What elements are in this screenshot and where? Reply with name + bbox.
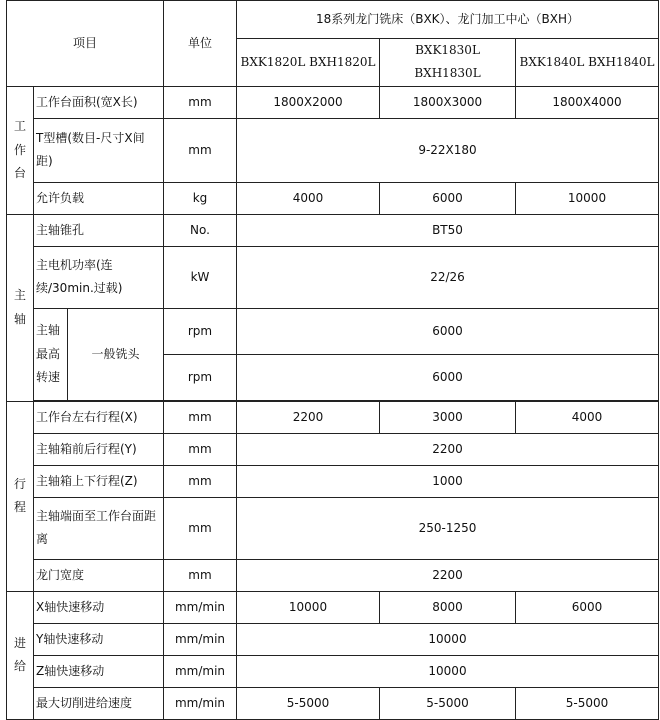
row-value: 5-5000: [237, 687, 380, 719]
row-value: 4000: [516, 401, 659, 433]
header-item: 项目: [7, 1, 164, 87]
row-label: 工作台面积(宽X长): [34, 86, 164, 118]
row-unit: No.: [164, 214, 237, 246]
row-unit: kW: [164, 246, 237, 308]
series-title: 18系列龙门铣床（BXK）、龙门加工中心（BXH）: [237, 1, 659, 39]
row-unit: mm/min: [164, 687, 237, 719]
row-label: 最大切削进给速度: [34, 687, 164, 719]
section-worktable: 工作台: [7, 86, 34, 214]
row-value: 22/26: [237, 246, 659, 308]
row-unit: rpm: [164, 354, 237, 400]
section-spindle: 主轴: [7, 214, 34, 401]
row-unit: mm/min: [164, 623, 237, 655]
row-value: 1800X3000: [380, 86, 516, 118]
row-unit: mm: [164, 86, 237, 118]
row-value: 2200: [237, 433, 659, 465]
row-value: 1800X4000: [516, 86, 659, 118]
row-value: 10000: [516, 182, 659, 214]
row-value: 250-1250: [237, 497, 659, 559]
row-sublabel: 一般铣头: [68, 308, 164, 400]
row-value: 3000: [380, 401, 516, 433]
model-1830: BXK1830L BXH1830L: [380, 39, 516, 87]
row-label: 主轴锥孔: [34, 214, 164, 246]
row-unit: mm: [164, 401, 237, 433]
row-unit: mm: [164, 465, 237, 497]
row-value: 8000: [380, 591, 516, 623]
row-unit: mm/min: [164, 591, 237, 623]
row-label: 主轴端面至工作台面距离: [34, 497, 164, 559]
row-value: 10000: [237, 623, 659, 655]
row-label: 龙门宽度: [34, 559, 164, 591]
row-value: 10000: [237, 591, 380, 623]
row-value: 2200: [237, 401, 380, 433]
row-label: T型槽(数目-尺寸X间距): [34, 118, 164, 182]
row-value: 6000: [380, 182, 516, 214]
spec-table: [6, 0, 659, 720]
row-value: 2200: [237, 559, 659, 591]
row-value: 10000: [237, 655, 659, 687]
row-value: 5-5000: [516, 687, 659, 719]
row-value: 1000: [237, 465, 659, 497]
row-unit: mm/min: [164, 655, 237, 687]
row-value: 1800X2000: [237, 86, 380, 118]
row-label: Z轴快速移动: [34, 655, 164, 687]
section-travel: 行程: [7, 401, 34, 591]
row-label: X轴快速移动: [34, 591, 164, 623]
model-1820: BXK1820L BXH1820L: [237, 39, 380, 87]
row-unit: mm: [164, 559, 237, 591]
row-value: 4000: [237, 182, 380, 214]
row-unit: mm: [164, 497, 237, 559]
row-label: 主轴箱上下行程(Z): [34, 465, 164, 497]
row-label: 工作台左右行程(X): [34, 401, 164, 433]
row-value: BT50: [237, 214, 659, 246]
row-value: 9-22X180: [237, 118, 659, 182]
section-feed: 进给: [7, 591, 34, 719]
row-value: 6000: [516, 591, 659, 623]
row-value: 5-5000: [380, 687, 516, 719]
row-label: Y轴快速移动: [34, 623, 164, 655]
row-value: 6000: [237, 354, 659, 400]
row-unit: mm: [164, 433, 237, 465]
row-label: 允许负载: [34, 182, 164, 214]
row-unit: rpm: [164, 308, 237, 354]
row-label: 主轴箱前后行程(Y): [34, 433, 164, 465]
row-unit: mm: [164, 118, 237, 182]
header-unit: 单位: [164, 1, 237, 87]
row-value: 6000: [237, 308, 659, 354]
row-unit: kg: [164, 182, 237, 214]
row-label: 主轴最高转速: [34, 308, 68, 400]
row-label: 主电机功率(连续/30min.过载): [34, 246, 164, 308]
model-1840: BXK1840L BXH1840L: [516, 39, 659, 87]
